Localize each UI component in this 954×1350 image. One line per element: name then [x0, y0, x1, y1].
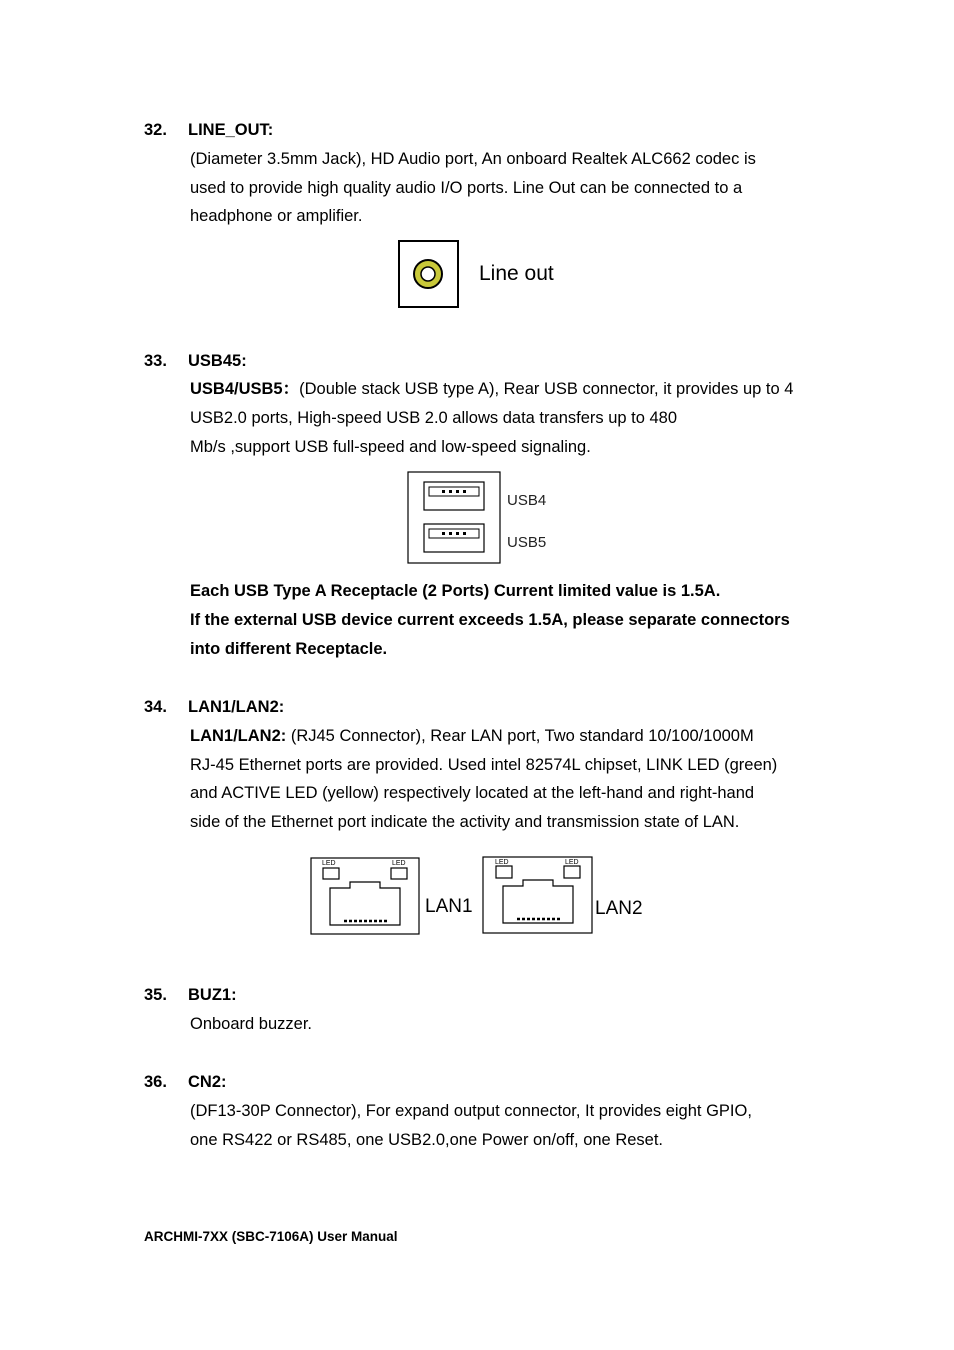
section-number: 33.: [144, 352, 167, 370]
bold-lead: LAN1/LAN2:: [190, 727, 287, 745]
line-out-diagram: [398, 240, 578, 310]
rj45-port-icon: [483, 857, 592, 933]
paragraph-line: (DF13-30P Connector), For expand output connector, It provides eight GPIO,: [190, 1102, 752, 1120]
lan2-label: LAN2: [595, 898, 643, 919]
paragraph-line: side of the Ethernet port indicate the activity and transmission state of LAN.: [190, 813, 740, 831]
usb-port-icon: [424, 524, 484, 552]
paragraph-line: Onboard buzzer.: [190, 1015, 312, 1033]
section-title: USB45:: [188, 352, 247, 370]
bold-lead: USB4/USB5：: [190, 380, 300, 398]
paragraph-line: headphone or amplifier.: [190, 207, 363, 225]
section-title: CN2:: [188, 1073, 227, 1091]
led-indicator: [496, 866, 512, 878]
warning-note: If the external USB device current exceeds 1.5A, please separate connectors: [190, 611, 790, 629]
section-title: BUZ1:: [188, 986, 237, 1004]
paragraph-line: USB2.0 ports, High-speed USB 2.0 allows data transfers up to 480: [190, 409, 678, 427]
section-number: 32.: [144, 121, 167, 139]
section-title: LINE_OUT:: [188, 121, 274, 139]
svg-text:LED: LED: [565, 859, 579, 866]
paragraph-line: USB4/USB5：(Double stack USB type A), Rear USB connector, it provides up to 4: [190, 380, 794, 398]
paragraph-line: Mb/s ,support USB full-speed and low-speed signaling.: [190, 438, 591, 456]
usb4-label: USB4: [507, 492, 547, 509]
rj45-port-icon: [311, 858, 419, 934]
svg-text:LED: LED: [495, 859, 509, 866]
paragraph-line: LAN1/LAN2: (RJ45 Connector), Rear LAN port, Two standard 10/100/1000M: [190, 727, 754, 745]
led-indicator: [391, 868, 407, 879]
usb5-label: USB5: [507, 534, 547, 551]
paragraph-line: and ACTIVE LED (yellow) respectively located at the left-hand and right-hand: [190, 784, 755, 802]
line-out-label: Line out: [479, 262, 554, 285]
paragraph-line: (Diameter 3.5mm Jack), HD Audio port, An onboard Realtek ALC662 codec is: [190, 150, 756, 168]
led-indicator: [564, 866, 580, 878]
warning-note: into different Receptacle.: [190, 640, 388, 658]
paragraph-line: used to provide high quality audio I/O ports. Line Out can be connected to a: [190, 179, 743, 197]
section-number: 35.: [144, 986, 167, 1004]
paragraph-line: one RS422 or RS485, one USB2.0,one Power on/off, one Reset.: [190, 1131, 664, 1149]
usb-diagram: [407, 471, 567, 566]
usb-port-icon: [424, 482, 484, 510]
paragraph-line: RJ-45 Ethernet ports are provided. Used intel 82574L chipset, LINK LED (green): [190, 756, 778, 774]
lan1-label: LAN1: [425, 896, 473, 917]
warning-note: Each USB Type A Receptacle (2 Ports) Current limited value is 1.5A.: [190, 582, 721, 600]
section-title: LAN1/LAN2:: [188, 698, 285, 716]
svg-text:LED: LED: [322, 860, 336, 867]
lan-diagram: [310, 856, 660, 938]
led-indicator: [323, 868, 339, 879]
svg-text:LED: LED: [392, 860, 406, 867]
page-footer: ARCHMI-7XX (SBC-7106A) User Manual: [144, 1229, 398, 1244]
section-number: 34.: [144, 698, 167, 716]
section-number: 36.: [144, 1073, 167, 1091]
